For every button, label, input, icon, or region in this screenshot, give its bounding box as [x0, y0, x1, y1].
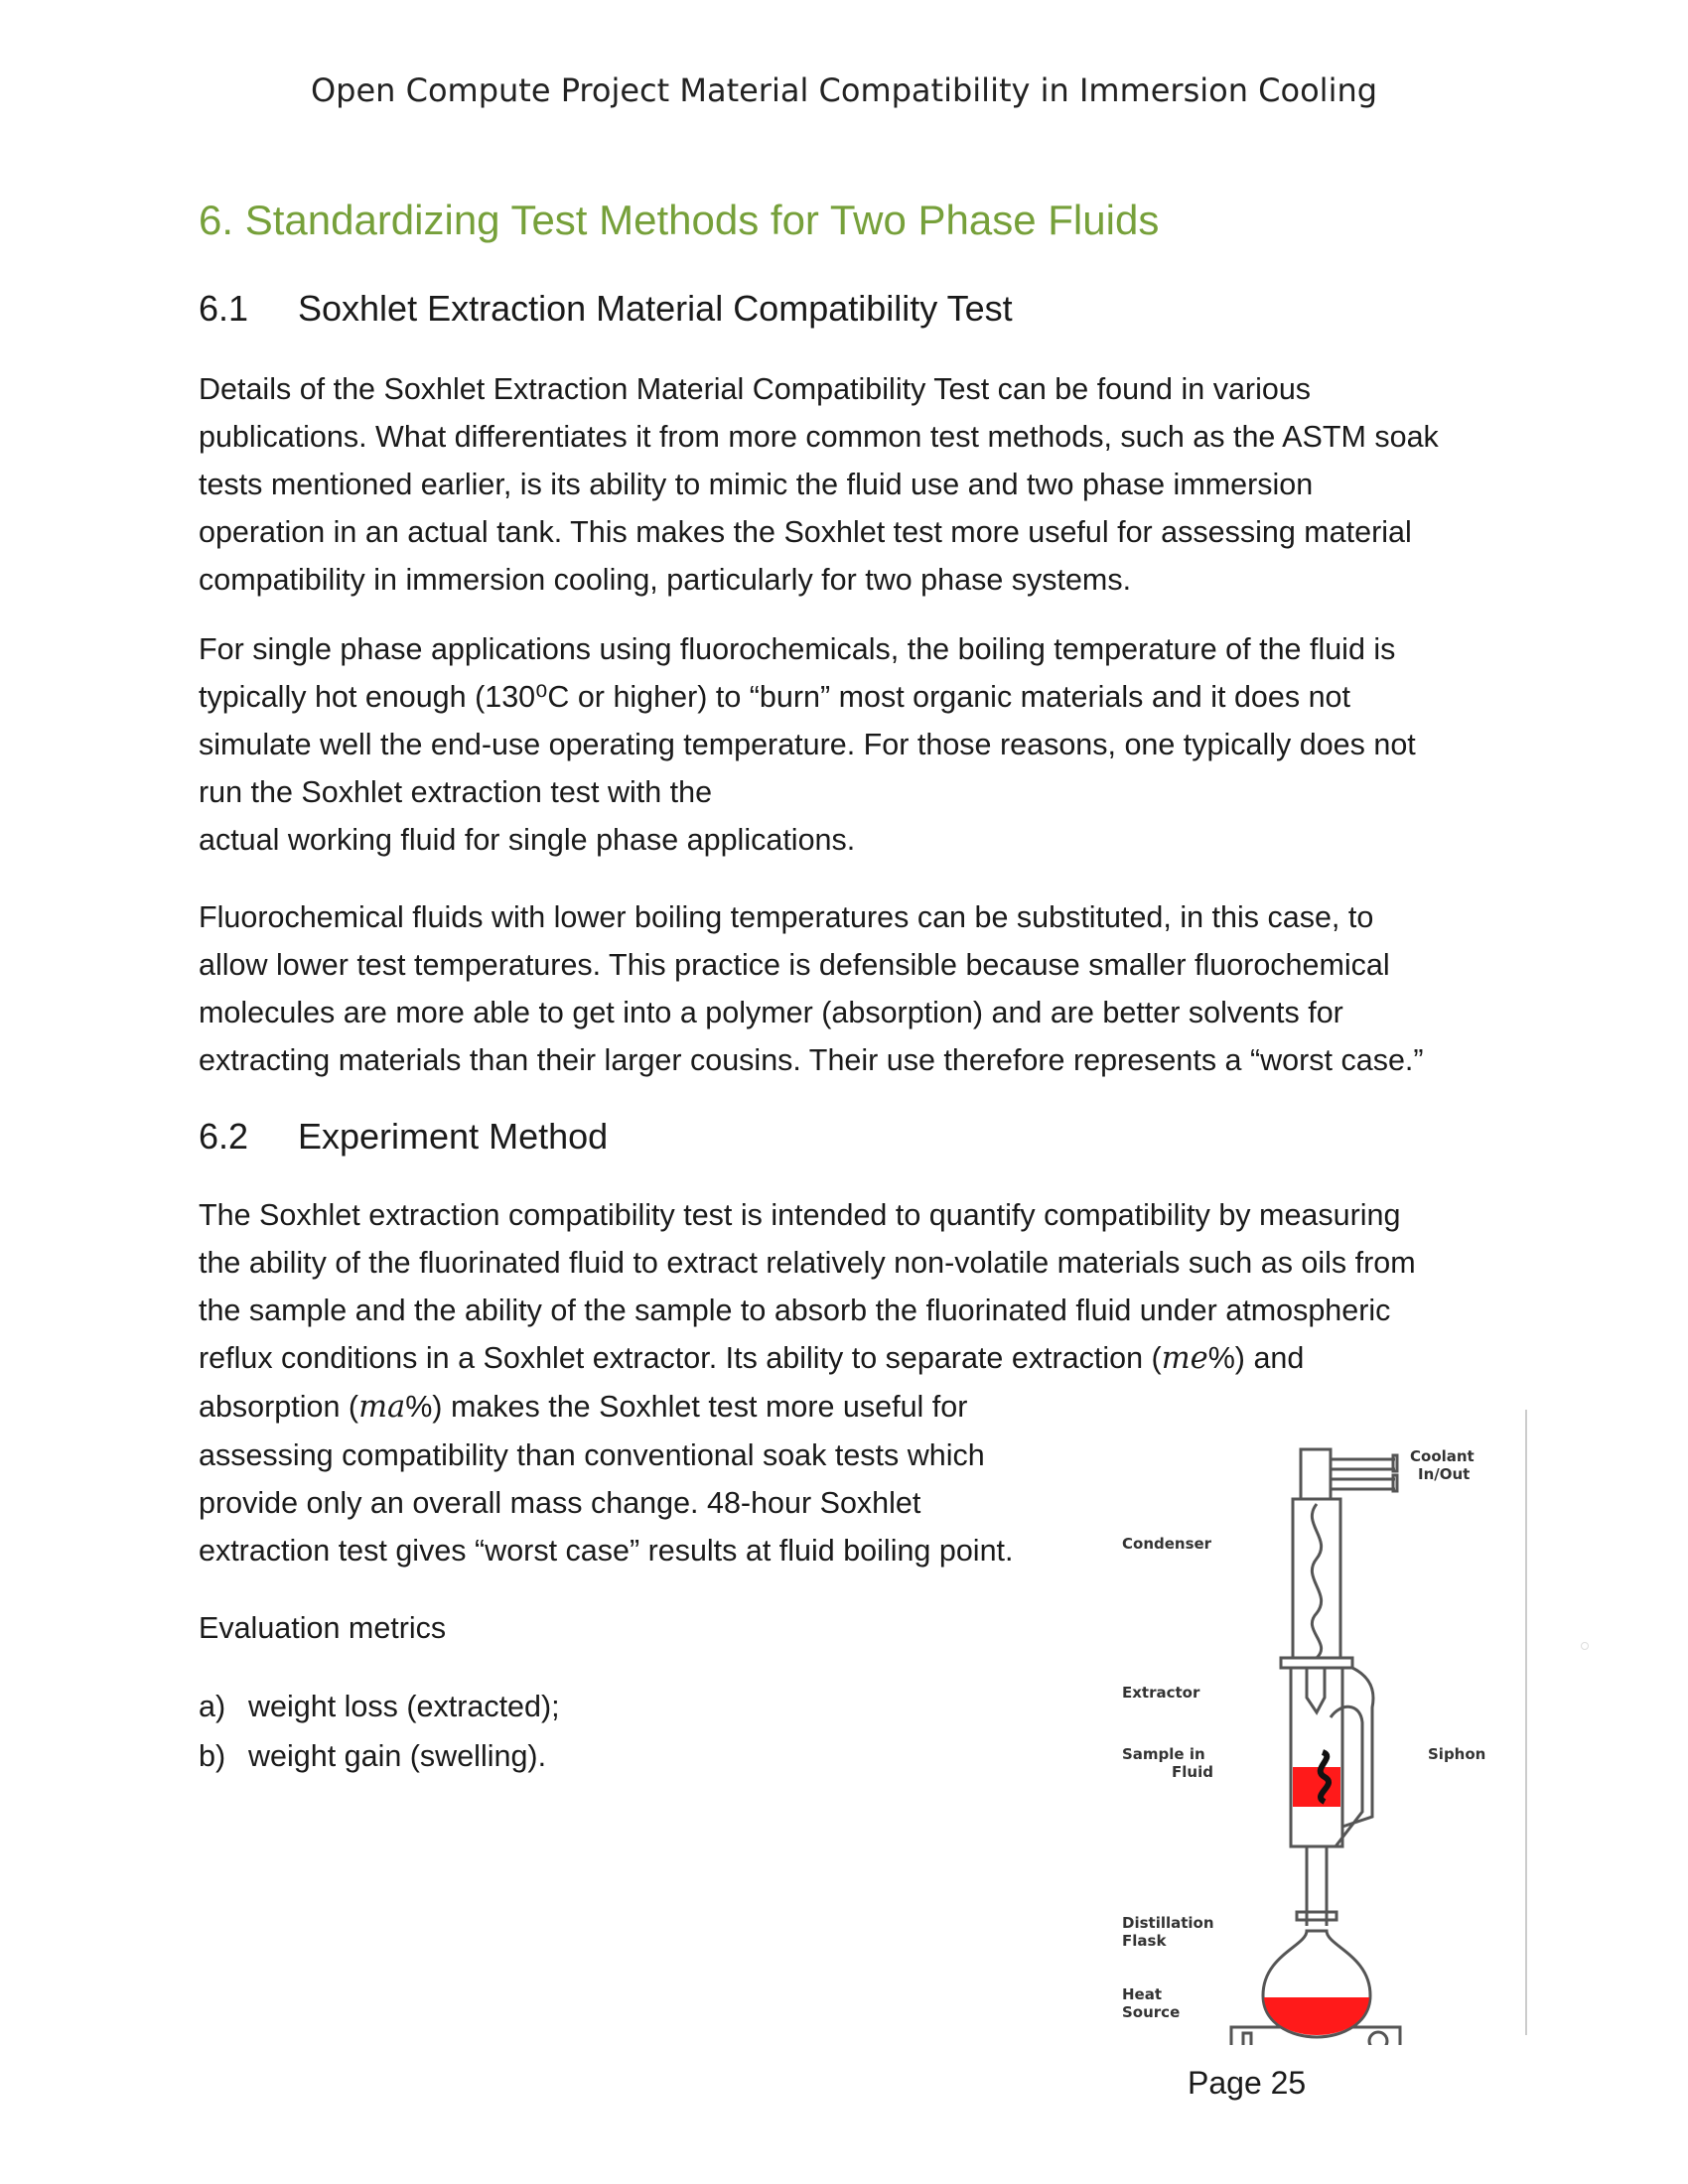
- text-line: publications. What differentiates it from more common test methods, such as the ASTM soak: [199, 420, 1439, 454]
- text-line: the sample and the ability of the sample to absorb the fluorinated fluid under atmospheric: [199, 1294, 1391, 1327]
- evaluation-metrics-heading: Evaluation metrics: [199, 1611, 447, 1645]
- text-line: The Soxhlet extraction compatibility test is intended to quantify compatibility by measuring: [199, 1198, 1401, 1232]
- text-line: typically hot enough (130⁰C or higher) to “burn” most organic materials and it does not: [199, 680, 1350, 714]
- label-flask: Distillation: [1122, 1914, 1214, 1932]
- condenser-top-tube: [1301, 1449, 1331, 1499]
- extractor-inner-tube: [1307, 1668, 1325, 1712]
- label-flask: Flask: [1122, 1932, 1167, 1950]
- text-line: molecules are more able to get into a polymer (absorption) and are better solvents for: [199, 996, 1343, 1029]
- page-number: Page 25: [1188, 2065, 1307, 2101]
- metrics-list: [199, 1682, 560, 1781]
- text-line: operation in an actual tank. This makes the Soxhlet test more useful for assessing material: [199, 515, 1412, 549]
- list-item: [199, 1731, 560, 1781]
- label-extractor: Extractor: [1122, 1684, 1200, 1702]
- text-line: tests mentioned earlier, is its ability to mimic the fluid use and two phase immersion: [199, 468, 1314, 501]
- list-item-text: weight gain (swelling).: [248, 1739, 547, 1773]
- chapter-title: 6. Standardizing Test Methods for Two Phase Fluids: [199, 197, 1160, 243]
- text-line: the ability of the fluorinated fluid to extract relatively non-volatile materials such as oils from: [199, 1246, 1416, 1280]
- section-6-2-heading: [199, 1116, 608, 1158]
- list-item: [199, 1682, 560, 1731]
- heat-source-knob: [1369, 2032, 1387, 2045]
- label-sample: Fluid: [1172, 1763, 1213, 1781]
- soxhlet-apparatus-diagram: [1112, 1410, 1529, 2045]
- label-sample: Sample in: [1122, 1745, 1205, 1763]
- joint-collar: [1281, 1658, 1352, 1668]
- label-condenser: Condenser: [1122, 1535, 1212, 1553]
- section-title-text: Experiment Method: [298, 1116, 609, 1157]
- text-segment: reflux conditions in a Soxhlet extractor. Its ability to separate extraction (: [199, 1341, 1162, 1375]
- running-header: Open Compute Project Material Compatibility in Immersion Cooling: [310, 71, 1378, 109]
- label-siphon: Siphon: [1428, 1745, 1486, 1763]
- section-6-1-heading: [199, 288, 1013, 330]
- text-line: simulate well the end-use operating temperature. For those reasons, one typically does not: [199, 728, 1416, 761]
- siphon-arm: [1342, 1668, 1373, 1827]
- text-line: extracting materials than their larger cousins. Their use therefore represents a “worst case.”: [199, 1043, 1424, 1077]
- text-line: Fluorochemical fluids with lower boiling temperatures can be substituted, in this case, to: [199, 900, 1374, 934]
- lower-joint: [1297, 1912, 1336, 1920]
- math-ma: ma: [358, 1390, 406, 1425]
- list-marker: a): [199, 1690, 226, 1723]
- label-coolant: In/Out: [1418, 1465, 1471, 1483]
- flask-fluid: [1264, 1997, 1369, 2035]
- math-me: me: [1161, 1341, 1208, 1376]
- label-coolant: Coolant: [1410, 1447, 1475, 1465]
- paragraph-substitution: [199, 893, 1499, 1084]
- text-segment: absorption (: [199, 1390, 359, 1424]
- heat-source-switch: [1243, 2033, 1251, 2045]
- text-line: Details of the Soxhlet Extraction Material Compatibility Test can be found in various: [199, 372, 1312, 406]
- text-line: extraction test gives “worst case” results at fluid boiling point.: [199, 1534, 1014, 1568]
- label-heat: Source: [1122, 2003, 1181, 2021]
- text-line: actual working fluid for single phase applications.: [199, 823, 856, 857]
- text-line-with-math: [199, 1334, 1499, 1383]
- section-number: 6.2: [199, 1116, 249, 1157]
- scan-artifact-mark: [1581, 1642, 1589, 1650]
- text-line: assessing compatibility than conventional soak tests which: [199, 1438, 985, 1472]
- label-heat: Heat: [1122, 1985, 1163, 2003]
- paragraph-soxhlet-intro: [199, 365, 1499, 604]
- text-line: provide only an overall mass change. 48-hour Soxhlet: [199, 1486, 921, 1520]
- extractor-fluid: [1293, 1767, 1340, 1807]
- section-number: 6.1: [199, 288, 249, 329]
- text-line: compatibility in immersion cooling, particularly for two phase systems.: [199, 563, 1132, 597]
- list-item-text: weight loss (extracted);: [248, 1690, 560, 1723]
- paragraph-single-phase: [199, 625, 1499, 864]
- extractor-body: [1291, 1668, 1342, 1846]
- text-line: For single phase applications using fluorochemicals, the boiling temperature of the fluid is: [199, 632, 1396, 666]
- text-segment: %) and: [1207, 1341, 1305, 1375]
- section-title-text: Soxhlet Extraction Material Compatibility Test: [298, 288, 1013, 329]
- list-marker: b): [199, 1739, 226, 1773]
- text-line: allow lower test temperatures. This practice is defensible because smaller fluorochemical: [199, 948, 1390, 982]
- condenser-coil: [1312, 1504, 1321, 1658]
- text-line: run the Soxhlet extraction test with the: [199, 775, 713, 809]
- text-segment: %) makes the Soxhlet test more useful for: [405, 1390, 968, 1424]
